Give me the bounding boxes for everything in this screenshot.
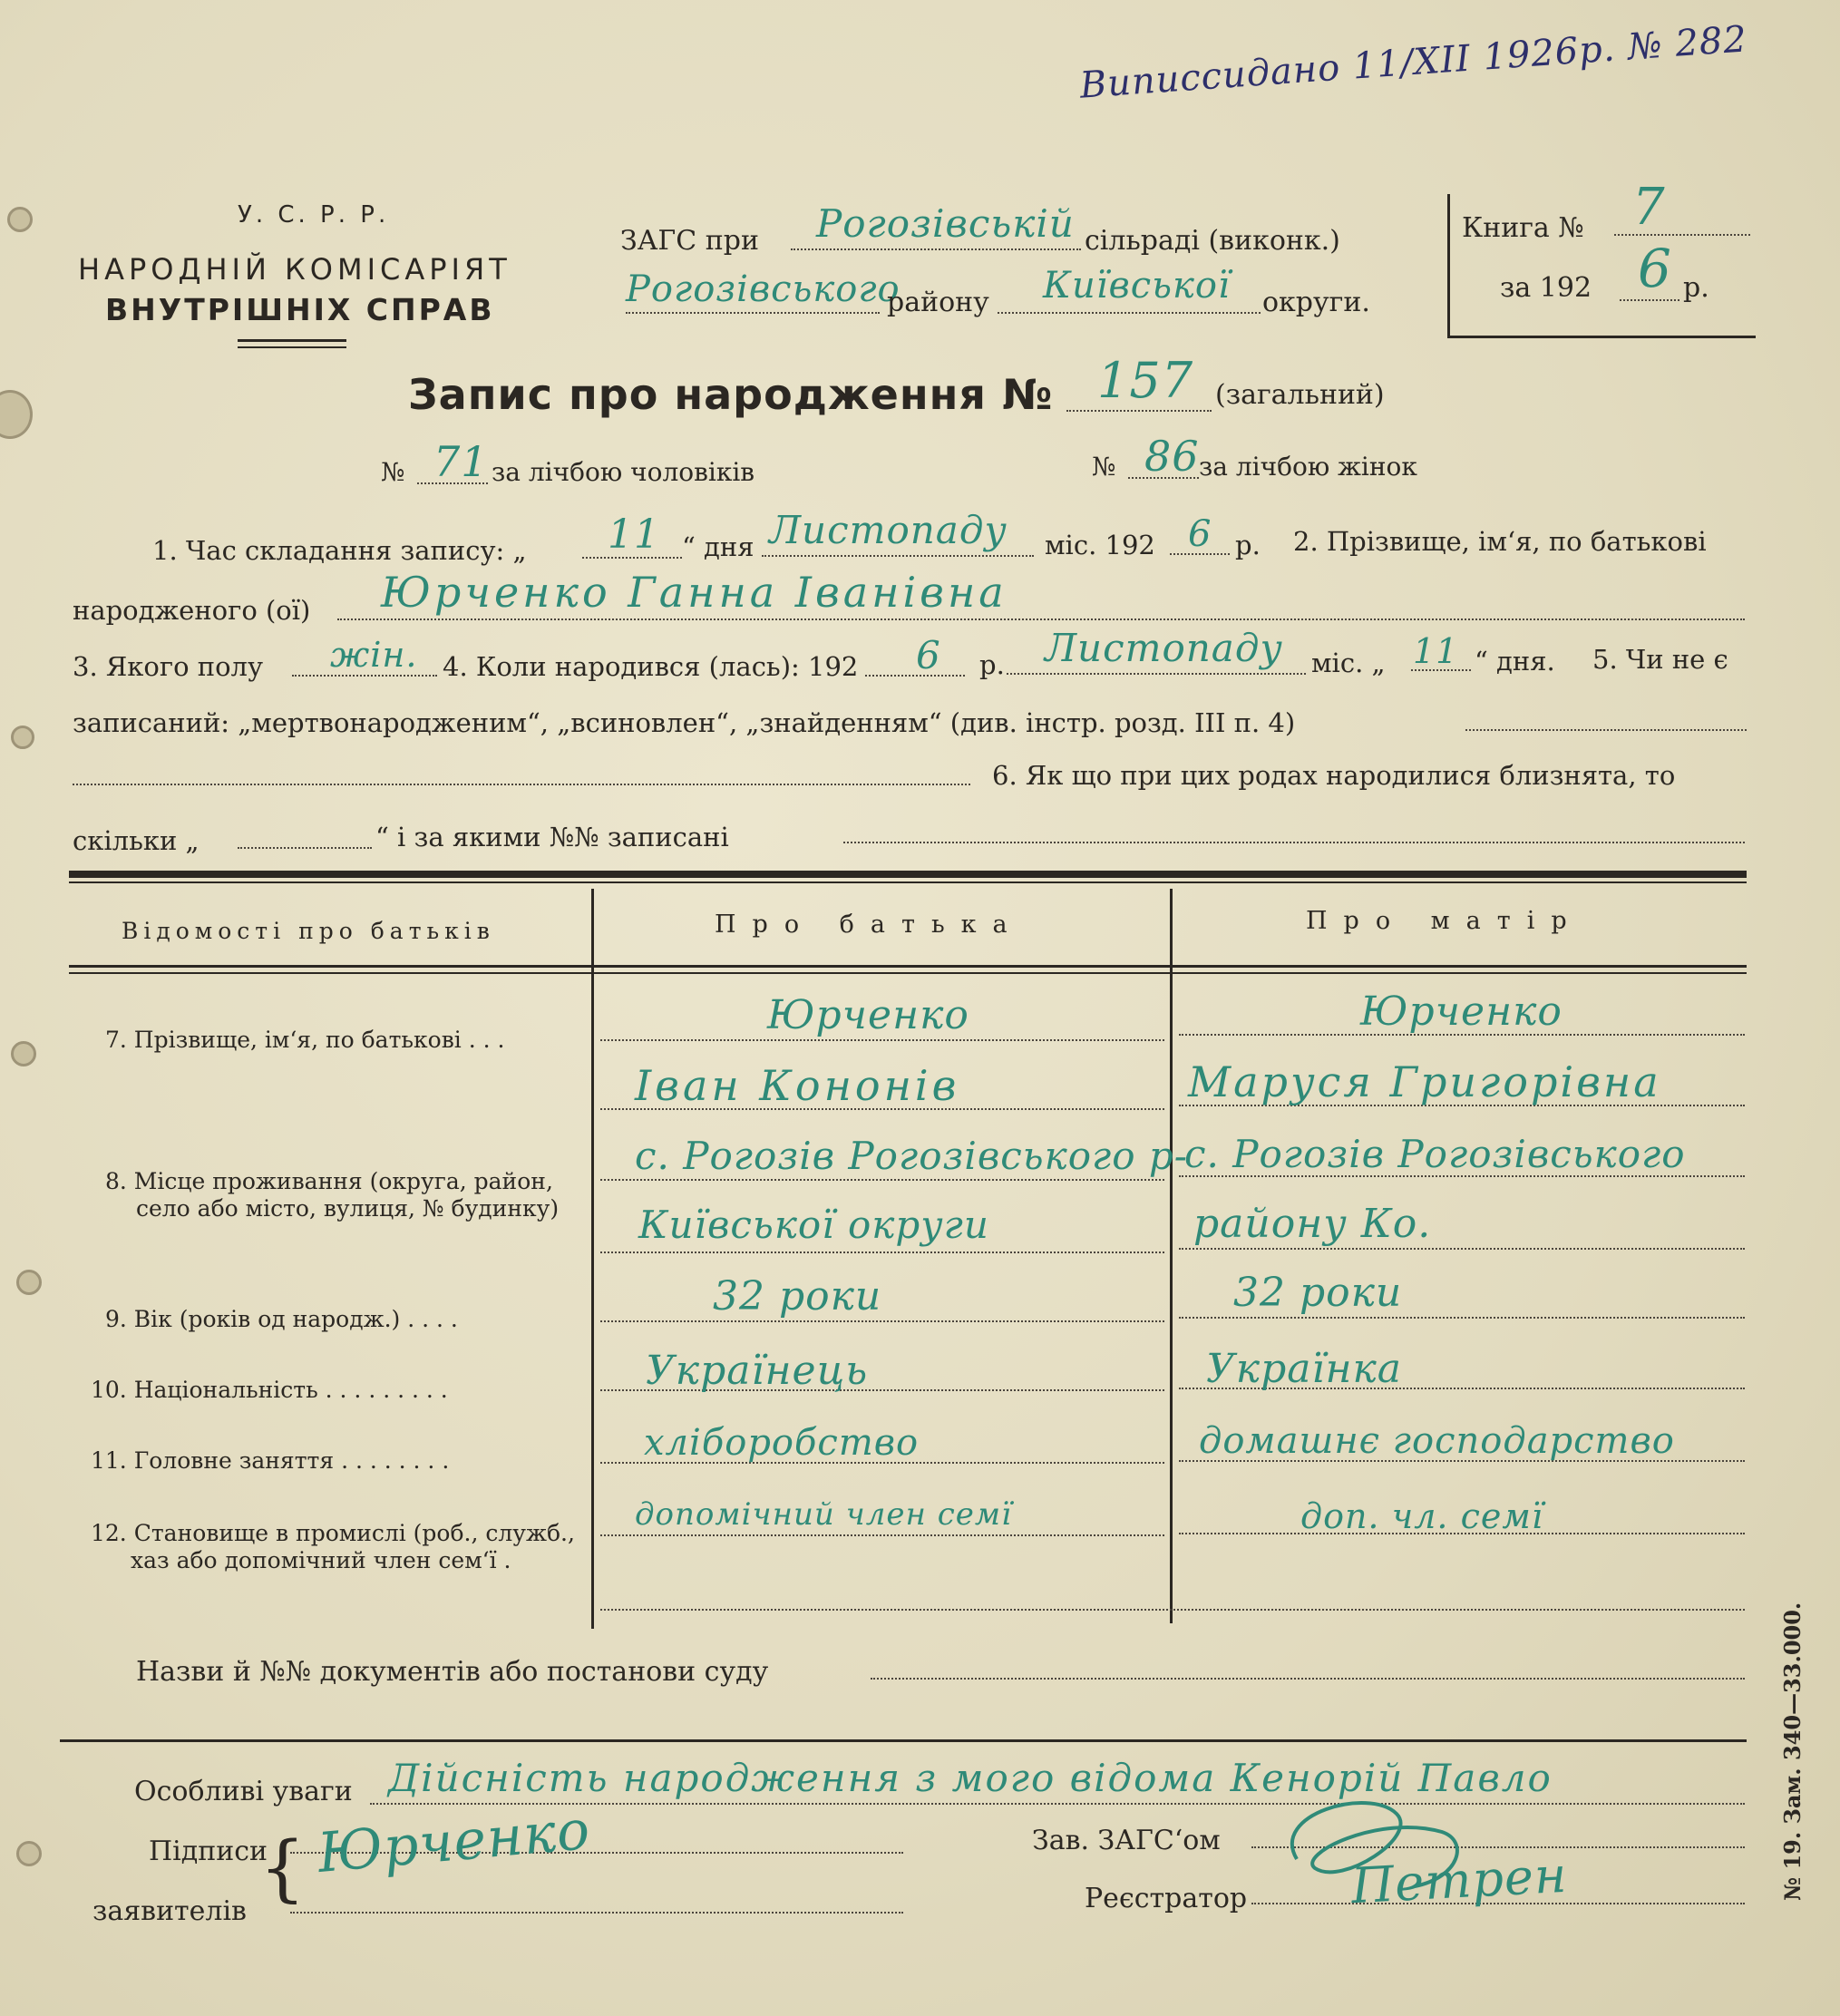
book-year-label: за 192 — [1500, 272, 1592, 304]
row-9-father-line — [600, 1320, 1164, 1322]
district-underline — [626, 312, 880, 314]
row-8-father-line-2 — [600, 1251, 1164, 1253]
margin-print-code: № 19. Зам. 340—33.000. — [1779, 1602, 1806, 1901]
field-3-label: 3. Якого полу — [73, 651, 264, 682]
commissariat-label: НАРОДНІЙ КОМІСАРІЯТ — [78, 252, 511, 287]
record-number-suffix: (загальний) — [1215, 379, 1385, 411]
twins-count-underline — [238, 847, 372, 849]
field-5-label-2: записаний: „мертвонародженим“, „всиновлен“, „знайденням“ (див. інстр. розд. III п. 4) — [73, 707, 1296, 738]
remarks-label: Особливі уваги — [134, 1776, 353, 1807]
table-header-labels: Відомості про батьків — [122, 918, 495, 944]
head-label: Зав. ЗАГС‘ом — [1032, 1825, 1221, 1856]
field-1-year: 6 — [1188, 513, 1212, 555]
applicants-label-2: заявителів — [92, 1895, 247, 1927]
women-count-value: 86 — [1144, 432, 1200, 481]
row-10-mother-value: Українка — [1206, 1346, 1403, 1392]
field-3-value: жін. — [330, 635, 418, 675]
punch-hole — [11, 1041, 36, 1066]
men-count-prefix: № — [381, 457, 405, 487]
row-8-father-value-2: Київської округи — [638, 1203, 989, 1247]
district-label: району — [887, 287, 989, 318]
field-6-label-2a: скільки „ — [73, 825, 200, 856]
header-rule — [238, 346, 346, 348]
book-box-left — [1447, 194, 1450, 337]
row-8-mother-line-2 — [1179, 1248, 1745, 1250]
okrug-label: округи. — [1262, 287, 1370, 318]
field-2-label-2: народженого (ої) — [73, 595, 311, 626]
punch-hole — [16, 1270, 42, 1295]
row-8-label: 8. Місце проживання (округа, район, — [105, 1168, 553, 1194]
table-header-mother: Про матір — [1306, 907, 1583, 935]
punch-hole — [16, 1841, 42, 1866]
row-12-father-value: допомічний член семї — [635, 1496, 1012, 1533]
table-divider-2 — [1170, 889, 1173, 1623]
okrug-underline — [998, 312, 1261, 314]
book-year-value: 6 — [1638, 238, 1672, 299]
men-count-value: 71 — [433, 437, 489, 486]
book-year-suffix: р. — [1683, 272, 1709, 304]
book-year-underline — [1620, 299, 1679, 301]
okrug-value: Київської — [1043, 265, 1231, 307]
row-7-father-value-2: Іван Кононів — [635, 1061, 960, 1110]
field-2-value: Юрченко Ганна Іванівна — [381, 568, 1008, 617]
header-rule — [238, 339, 346, 342]
council-value: Рогозівській — [816, 201, 1075, 246]
record-title: Запис про народження № — [408, 370, 1054, 419]
row-8-mother-value-1: с. Рогозів Рогозівського — [1184, 1132, 1686, 1176]
table-header-father: Про батька — [715, 911, 1024, 939]
field-4-label: 4. Коли народився (лась): 192 — [443, 651, 859, 682]
punch-hole — [11, 726, 34, 749]
row-11-label: 11. Головне заняття . . . . . . . . — [91, 1447, 450, 1474]
field-1-day-suffix: “ дня — [682, 531, 754, 562]
book-label: Книга № — [1462, 212, 1584, 244]
republic-label: У. С. Р. Р. — [238, 201, 390, 229]
twins-numbers-underline — [843, 842, 1745, 843]
row-12-extra-line — [600, 1609, 1745, 1611]
book-box-bottom — [1447, 336, 1756, 338]
field-5-continuation-underline — [73, 784, 970, 785]
row-12-father-line — [600, 1534, 1164, 1536]
row-12-label: 12. Становище в промислі (роб., служб., — [91, 1520, 575, 1546]
table-divider-1 — [591, 889, 594, 1629]
field-4-day-suffix: “ дня. — [1475, 646, 1555, 677]
applicants-brace: { — [259, 1826, 306, 1910]
field-1-month: Листопаду — [769, 508, 1008, 552]
punch-hole — [7, 207, 33, 232]
row-10-father-value: Українець — [646, 1348, 869, 1394]
field-4-month: Листопаду — [1045, 626, 1283, 670]
row-10-label: 10. Національність . . . . . . . . . — [91, 1377, 448, 1403]
documents-underline — [871, 1678, 1745, 1680]
men-count-label: за лічбою чоловіків — [492, 457, 755, 487]
row-8-father-line-1 — [600, 1179, 1164, 1181]
remarks-value: Дійсність народження з мого відома Кенорій Павло — [388, 1756, 1553, 1800]
field-4-year: 6 — [916, 633, 941, 677]
row-12-mother-value: доп. чл. семї — [1300, 1496, 1544, 1536]
head-signature-scribble — [1261, 1777, 1496, 1914]
field-1-year-label: міс. 192 — [1045, 530, 1155, 560]
field-1-year-suffix: р. — [1235, 530, 1261, 560]
registrar-label: Реєстратор — [1085, 1883, 1248, 1914]
record-number-underline — [1066, 410, 1212, 412]
field-2-label: 2. Прізвище, ім‘я, по батькові — [1293, 526, 1707, 557]
row-12-label-2: хаз або допомічний член сем‘ї . — [131, 1547, 511, 1573]
row-7-father-value-1: Юрченко — [767, 992, 969, 1038]
department-label: ВНУТРІШНІХ СПРАВ — [105, 292, 495, 327]
field-5-label: 5. Чи не є — [1592, 644, 1728, 675]
documents-rule — [60, 1739, 1747, 1742]
women-count-prefix: № — [1092, 452, 1116, 482]
council-suffix: сільраді (виконк.) — [1085, 225, 1340, 257]
table-top-rule-thin — [69, 881, 1747, 883]
row-7-father-line-1 — [600, 1039, 1164, 1041]
field-4-year-suffix: р. — [979, 649, 1005, 680]
field-4-month-underline — [1007, 673, 1306, 675]
top-annotation: Виписсидано 11/XII 1926р. № 282 — [1078, 18, 1749, 107]
row-11-mother-value: домашнє господарство — [1199, 1420, 1675, 1462]
table-top-rule — [69, 871, 1747, 878]
row-7-label: 7. Прізвище, ім‘я, по батькові . . . — [105, 1027, 505, 1053]
field-6-label-2b: “ і за якими №№ записані — [375, 822, 729, 852]
table-header-rule — [69, 965, 1747, 968]
field-3-underline — [292, 675, 437, 677]
council-underline — [791, 248, 1081, 250]
row-8-father-value-1: с. Рогозів Рогозівського р- — [635, 1134, 1188, 1178]
row-9-mother-line — [1179, 1317, 1745, 1319]
row-7-mother-value-2: Маруся Григорівна — [1188, 1057, 1661, 1106]
field-4-day: 11 — [1413, 631, 1459, 671]
district-value: Рогозівського — [626, 268, 901, 310]
row-11-father-value: хліборобство — [644, 1422, 920, 1464]
documents-label: Назви й №№ документів або постанови суду — [136, 1656, 769, 1688]
field-2-underline — [337, 618, 1745, 620]
field-1-day: 11 — [608, 511, 660, 558]
field-4-year-underline — [865, 675, 965, 677]
row-9-mother-value: 32 роки — [1233, 1270, 1403, 1316]
table-header-rule-2 — [69, 972, 1747, 974]
registrar-signature: Петрен — [1349, 1846, 1569, 1915]
book-number: 7 — [1632, 178, 1666, 237]
row-7-mother-value-1: Юрченко — [1360, 989, 1563, 1035]
applicant-signature: Юрченко — [315, 1798, 593, 1885]
field-1-month-underline — [762, 555, 1034, 557]
row-9-father-value: 32 роки — [713, 1273, 882, 1320]
applicants-label-1: Підписи — [149, 1836, 268, 1867]
row-8-label-2: село або місто, вулиця, № будинку) — [136, 1195, 560, 1222]
punch-hole — [0, 390, 33, 439]
field-4-month-suffix: міс. „ — [1311, 648, 1386, 678]
field-6-label: 6. Як що при цих родах народилися близнята, то — [992, 760, 1676, 791]
applicant-sign-line-2 — [290, 1912, 903, 1914]
row-8-mother-value-2: району Ко. — [1193, 1201, 1432, 1247]
field-1-label: 1. Час складання запису: „ — [152, 535, 527, 566]
field-5-underline — [1465, 729, 1747, 731]
zags-prefix: ЗАГС при — [620, 225, 759, 257]
women-count-label: за лічбою жінок — [1199, 452, 1417, 482]
record-number: 157 — [1097, 352, 1194, 409]
row-9-label: 9. Вік (років од народж.) . . . . — [105, 1306, 458, 1332]
